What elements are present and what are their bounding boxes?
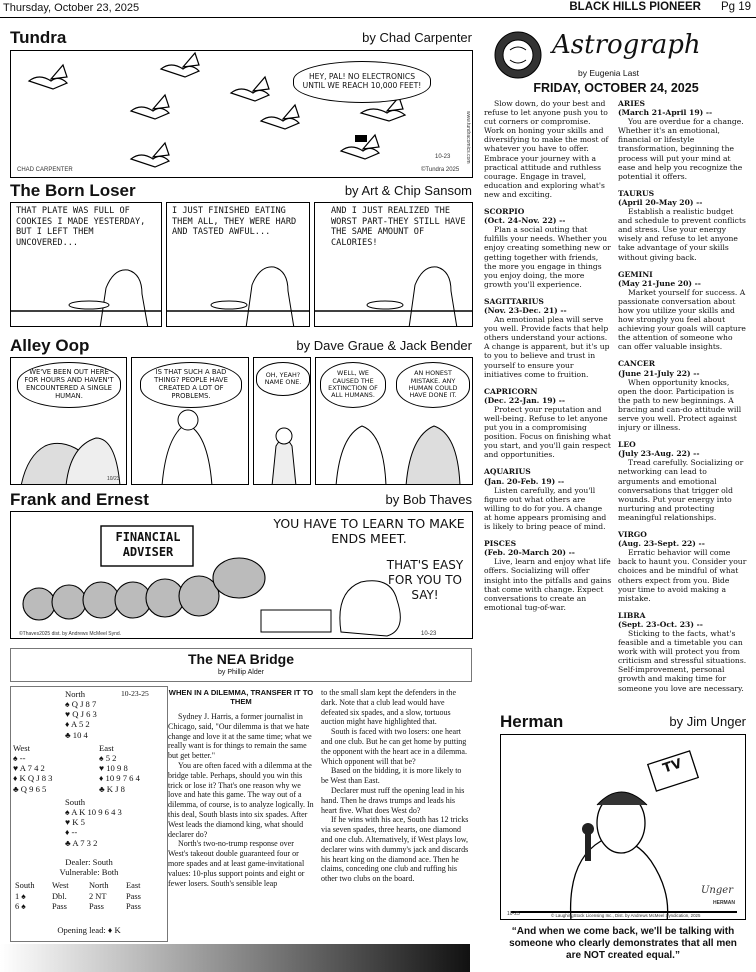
bridge-byline: by Phillip Alder xyxy=(218,669,264,676)
bridge-headline: WHEN IN A DILEMMA, TRANSFER IT TO THEM xyxy=(168,688,314,706)
auction-cell: 6 ♠ xyxy=(15,902,26,911)
hand-north-label: North xyxy=(65,689,86,699)
auction-cell: 2 NT xyxy=(89,891,107,901)
alley-oop-bubble-4: WELL, WE CAUSED THE EXTINCTION OF ALL HUMANS. xyxy=(320,362,386,408)
astro-sign-text: Erratic behavior will come back to haunt you. Consider your choices and be mindful of what others expect from you. Bide your time to avoid making a mistake. xyxy=(618,548,747,603)
born-loser-panel-2 xyxy=(166,202,310,327)
zodiac-logo-icon xyxy=(488,30,548,80)
microphone-icon xyxy=(585,831,591,861)
herman-header xyxy=(500,712,746,732)
hand-east-label: East xyxy=(99,743,114,753)
alley-oop-panel-2 xyxy=(131,357,249,485)
alley-oop-title: Alley Oop xyxy=(10,336,90,355)
tundra-signature: CHAD CARPENTER xyxy=(17,167,73,173)
born-loser-caption-1: THAT PLATE WAS FULL OF COOKIES I MADE YESTERDAY, BUT I LEFT THEM UNCOVERED... xyxy=(16,206,146,249)
bottom-bar xyxy=(0,944,470,972)
herman-tv-sign: TV xyxy=(661,756,684,777)
born-loser-panel-3 xyxy=(314,202,473,327)
astro-sign-range: (Aug. 23-Sept. 22) -- xyxy=(618,539,705,549)
hand-suit-line: ♦ K Q J 8 3 xyxy=(13,773,53,784)
alley-oop-panel-4 xyxy=(315,357,473,485)
astro-sign-text: Plan a social outing that fulfills your needs. Whether you enjoy creating something new or getting together with friends, the more you engage in things you enjoy doing, the more growth you'll experience. xyxy=(484,225,611,289)
alley-oop-bubble-2: IS THAT SUCH A BAD THING? PEOPLE HAVE CREATED A LOT OF PROBLEMS. xyxy=(140,362,242,408)
herman-label: HERMAN xyxy=(713,900,735,906)
hand-suit-line: ♣ Q 9 6 5 xyxy=(13,783,47,794)
astro-sign-text: An emotional plea will serve you well. Provide facts that help others understand your actions. A change is apparent, but it's up to you to believe and trust in yourself to ensure your initiatives come to fruition. xyxy=(484,315,610,379)
alley-oop-panel-1 xyxy=(10,357,127,485)
alley-oop-drawing-3 xyxy=(254,358,311,485)
bridge-paragraph: Sydney J. Harris, a former journalist in Chicago, said, "Our dilemma is that we hate change and love it at the same time; what we really want is for things to remain the same but get better." xyxy=(168,712,312,761)
bridge-paragraph: You are often faced with a dilemma at the bridge table. Perhaps, should you win this trick or lose it? That's one reason why we love and hate this game. The way out of a dilemma, of course, is to analyze logically. In this deal, South blasts into six spades. After West leads the diamond king, what should declarer do? xyxy=(168,760,314,839)
hand-suit-line: ♠ -- xyxy=(13,753,26,763)
phone-icon xyxy=(355,135,367,142)
born-loser-drawing-3 xyxy=(315,203,473,327)
hand-suit-line: ♦ 10 9 7 6 4 xyxy=(99,773,140,784)
astrograph-date: FRIDAY, OCTOBER 24, 2025 xyxy=(533,81,699,95)
hand-suit-line: ♦ A 5 2 xyxy=(65,719,90,730)
bridge-article-column-1 xyxy=(168,688,314,888)
auction-cell: East xyxy=(126,881,141,890)
astrograph-byline: by Eugenia Last xyxy=(578,68,639,78)
astro-sign-range: (Feb. 20-March 20) -- xyxy=(484,548,575,558)
born-loser-byline: by Art & Chip Sansom xyxy=(344,183,472,198)
auction-cell: West xyxy=(52,881,69,890)
bridge-article-column-2 xyxy=(321,688,469,884)
frank-ernest-header xyxy=(10,490,472,510)
astro-sign-text: Market yourself for success. A passionate conversation about how you utilize your skills and how strongly you feel about achieving your goals will capture the attention of someone who can offer valuable insights. xyxy=(618,287,746,352)
frank-ernest-title: Frank and Ernest xyxy=(10,490,149,509)
auction-cell: Pass xyxy=(89,902,104,911)
auction-cell: 1 ♠ xyxy=(15,891,26,901)
alley-oop-bubble-1: WE'VE BEEN OUT HERE FOR HOURS AND HAVEN'T ENCOUNTERED A SINGLE HUMAN. xyxy=(17,362,121,408)
hand-suit-line: ♣ 10 4 xyxy=(65,729,88,740)
herman-byline: by Jim Unger xyxy=(669,714,746,729)
hand-east xyxy=(99,753,140,794)
bridge-hand-diagram xyxy=(10,686,168,942)
adviser-sign-text: FINANCIAL ADVISER xyxy=(115,530,181,559)
header-date: Thursday, October 23, 2025 xyxy=(3,2,140,14)
bridge-paragraph: If he wins with his ace, South has 12 tricks via seven spades, three hearts, one diamond and one club. Alternatively, if West plays low, declarer wins with dummy's jack and discards his heart king on the diamond ace. Then he claims, conceding one club and ruffing his other two clubs on the board. xyxy=(321,815,469,884)
born-loser-header xyxy=(10,181,472,201)
hand-suit-line: ♥ Q J 6 3 xyxy=(65,709,97,720)
hand-west xyxy=(13,753,52,794)
alley-oop-panel-3 xyxy=(253,357,311,485)
astro-sign-text: Protect your reputation and well-being. Refuse to let anyone put you in a compromising position. Focus on finishing what you start, and you'll gain respect and opportunities. xyxy=(484,404,612,460)
herman-caption: “And when we come back, we'll be talking with someone who clearly demonstrates that all men are NOT created equal.” xyxy=(509,926,737,961)
astrograph-title: Astrograph xyxy=(552,30,701,60)
astrograph-column-right xyxy=(618,99,748,693)
hand-suit-line: ♦ -- xyxy=(65,827,78,838)
astro-sign-text: You are overdue for a change. Whether it's an emotional, financial or lifestyle transformation, beginning the process will put your mind at ease and help you recognize the potential it offers. xyxy=(618,117,744,181)
astro-sign-name: SCORPIO xyxy=(484,207,525,217)
astro-sign-text: When opportunity knocks, open the door. Participation is the path to new beginnings. A bracing and can-do attitude will serve you well. Protect against injury or illness. xyxy=(618,377,742,433)
opening-lead: Opening lead: ♦ K xyxy=(57,925,121,935)
frank-ernest-copyright: ©Thaves2025 dist. by Andrews McMeel Synd. xyxy=(19,631,122,637)
astro-sign-text: Listen carefully, and you'll figure out what others are willing to do for you. A change at home appears promising and is likely to bring peace of mind. xyxy=(484,485,607,532)
astro-sign-range: (May 21-June 20) -- xyxy=(618,278,701,288)
astro-sign-text: Tread carefully. Socializing or networking can lead to arguments and emotional conversations that trigger old wounds. Put your energy into nurturing and protecting meaningful relationships. xyxy=(618,458,744,522)
herman-panel xyxy=(500,734,746,920)
tundra-title: Tundra xyxy=(10,28,67,47)
hand-suit-line: ♠ 5 2 xyxy=(99,753,117,763)
born-loser-drawing-1 xyxy=(11,203,162,327)
alley-oop-bubble-3: OH, YEAH? NAME ONE. xyxy=(256,362,310,396)
tundra-date-code: 10-23 xyxy=(435,154,451,160)
alley-oop-drawing-1 xyxy=(11,358,127,485)
auction-table xyxy=(15,881,165,913)
astro-sign-name: SAGITTARIUS xyxy=(484,296,544,306)
hand-north xyxy=(65,699,97,740)
herman-date-code: 10-25 xyxy=(507,911,520,917)
auction-cell: Pass xyxy=(126,902,141,911)
header-page-number: Pg 19 xyxy=(720,1,751,13)
astrograph-intro: Slow down, do your best and refuse to let anyone push you to cut corners or compromise. Work on honing your skills and diversifying to make the most of whatever you have to offer. Embrace your journey with a practical attitude and ruthless courage. Engage in travel, education and exploring what's new and exciting. xyxy=(484,99,609,199)
herman-signature: Unger xyxy=(701,885,733,896)
frank-ernest-date-code: 10-23 xyxy=(421,631,437,637)
hand-suit-line: ♠ A K 10 9 6 4 3 xyxy=(65,807,122,817)
alley-oop-bubble-5: AN HONEST MISTAKE. ANY HUMAN COULD HAVE DONE IT. xyxy=(396,362,470,408)
caterpillar-body xyxy=(23,558,265,620)
hand-suit-line: ♥ K 5 xyxy=(65,817,85,828)
astro-sign-range: (June 21-July 22) -- xyxy=(618,368,700,378)
astro-sign-name: CAPRICORN xyxy=(484,386,538,396)
page-header xyxy=(0,0,756,18)
astro-sign-range: (Oct. 24-Nov. 22) -- xyxy=(484,216,566,226)
auction-cell: South xyxy=(15,881,35,890)
born-loser-panel-1 xyxy=(10,202,162,327)
alley-oop-byline: by Dave Graue & Jack Bender xyxy=(296,338,472,353)
tundra-copyright: ©Tundra 2025 xyxy=(421,167,460,173)
born-loser-title: The Born Loser xyxy=(10,181,136,200)
bridge-paragraph: North's two-no-trump response over West's takeout double guaranteed four or more spades and at least game-invitational values: 10-plus support points and eight or fewer losers. South's sensible leap xyxy=(168,839,305,888)
astro-sign-range: (July 23-Aug. 22) -- xyxy=(618,449,700,459)
hand-vulnerable: Vulnerable: Both xyxy=(59,867,119,877)
auction-header-row xyxy=(15,881,165,892)
astro-sign-name: CANCER xyxy=(618,359,656,369)
alley-oop-drawing-2 xyxy=(132,358,249,485)
alley-oop-header xyxy=(10,336,472,356)
herman-copyright: © LaughingStock Licensing Inc., Dist. by Andrews McMeel Syndication, 2025 xyxy=(551,913,701,918)
astro-sign-range: (Nov. 23-Dec. 21) -- xyxy=(484,305,567,315)
astro-sign-text: Establish a realistic budget and schedule to prevent conflicts and stress. Use your energy wisely and refuse to let anyone take advantage of your skills without giving back. xyxy=(618,207,746,262)
born-loser-caption-3: AND I JUST REALIZED THE WORST PART-THEY STILL HAVE THE SAME AMOUNT OF CALORIES! xyxy=(331,206,466,249)
astro-sign-name: PISCES xyxy=(484,539,517,549)
auction-row xyxy=(15,892,165,903)
hand-suit-line: ♣ A 7 3 2 xyxy=(65,837,98,848)
astro-sign-name: AQUARIUS xyxy=(484,467,531,477)
tundra-byline: by Chad Carpenter xyxy=(362,30,472,45)
astro-sign-name: LEO xyxy=(618,440,636,450)
auction-cell: North xyxy=(89,881,109,890)
auction-cell: Pass xyxy=(126,891,141,901)
auction-row xyxy=(15,902,165,913)
astro-sign-text: Live, learn and enjoy what life offers. Socializing will offer insight into the pitfalls and gains that come with change. Expect conversations to create an emotional tug-of-war. xyxy=(484,557,612,612)
born-loser-caption-2: I JUST FINISHED EATING THEM ALL, THEY WERE HARD AND TASTED AWFUL... xyxy=(172,206,297,238)
astro-sign-name: VIRGO xyxy=(618,530,647,540)
hand-suit-line: ♠ Q J 8 7 xyxy=(65,699,97,709)
tundra-panel xyxy=(10,50,473,178)
astro-sign-range: (Sept. 23-Oct. 23) -- xyxy=(618,619,703,629)
astro-sign-range: (March 21-April 19) -- xyxy=(618,108,713,118)
bridge-paragraph: Based on the bidding, it is more likely to be West than East. xyxy=(321,766,462,786)
astro-sign-name: GEMINI xyxy=(618,269,653,279)
bridge-paragraph: South is faced with two losers: one heart and one club. But he can get home by putting the opponent with the heart ace in a dilemma. Which opponent will that be? xyxy=(321,727,467,766)
hand-suit-line: ♥ A 7 4 2 xyxy=(13,763,45,774)
hand-dealer: Dealer: South xyxy=(65,857,113,867)
herman-title: Herman xyxy=(500,712,564,731)
frank-ernest-speech-1: YOU HAVE TO LEARN TO MAKE ENDS MEET. xyxy=(273,516,465,546)
bridge-paragraph: to the small slam kept the defenders in the dark. Note that a club lead would have defeated six spades, and a slow, tortuous auction might have highlighted that. xyxy=(321,688,457,727)
auction-cell: Pass xyxy=(52,902,67,911)
hand-west-label: West xyxy=(13,743,30,753)
hand-suit-line: ♣ K J 8 xyxy=(99,783,125,794)
tundra-website: www.tundracomics.com xyxy=(465,111,471,164)
alley-oop-date-code: 10/23 xyxy=(107,476,120,482)
astro-sign-name: TAURUS xyxy=(618,188,655,198)
born-loser-drawing-2 xyxy=(167,203,310,327)
astro-sign-range: (Dec. 22-Jan. 19) -- xyxy=(484,395,566,405)
astrograph-column-left xyxy=(484,99,612,612)
astro-sign-text: Sticking to the facts, what's feasible and a timetable you can work with will protect you from criticism and stressful situations. Self-improvement, personal growth and making time for someone you love are necessary. xyxy=(618,628,747,693)
alley-oop-drawing-4 xyxy=(316,358,473,485)
bridge-header xyxy=(10,648,472,682)
astro-sign-range: (Jan. 20-Feb. 19) -- xyxy=(484,476,565,486)
bridge-paragraph: Declarer must ruff the opening lead in his hand. Then he draws trumps and leads his heart five. What does West do? xyxy=(321,785,465,815)
hand-deal-date: 10-23-25 xyxy=(121,689,149,698)
hand-suit-line: ♥ 10 9 8 xyxy=(99,763,128,774)
tundra-speech-bubble: HEY, PAL! NO ELECTRONICS UNTIL WE REACH 10,000 FEET! xyxy=(293,61,431,103)
tundra-header xyxy=(10,28,472,48)
hand-south-label: South xyxy=(65,797,86,807)
astro-sign-range: (April 20-May 20) -- xyxy=(618,197,703,207)
auction-cell: Dbl. xyxy=(52,891,67,901)
bridge-title: The NEA Bridge xyxy=(187,651,295,667)
frank-ernest-panel xyxy=(10,511,473,639)
frank-ernest-byline: by Bob Thaves xyxy=(385,492,472,507)
frank-ernest-speech-2: THAT'S EASY FOR YOU TO SAY! xyxy=(386,558,464,602)
astro-sign-name: LIBRA xyxy=(618,610,646,620)
hand-south xyxy=(65,807,122,848)
header-paper-name: BLACK HILLS PIONEER xyxy=(569,1,701,13)
astro-sign-name: ARIES xyxy=(618,99,646,108)
